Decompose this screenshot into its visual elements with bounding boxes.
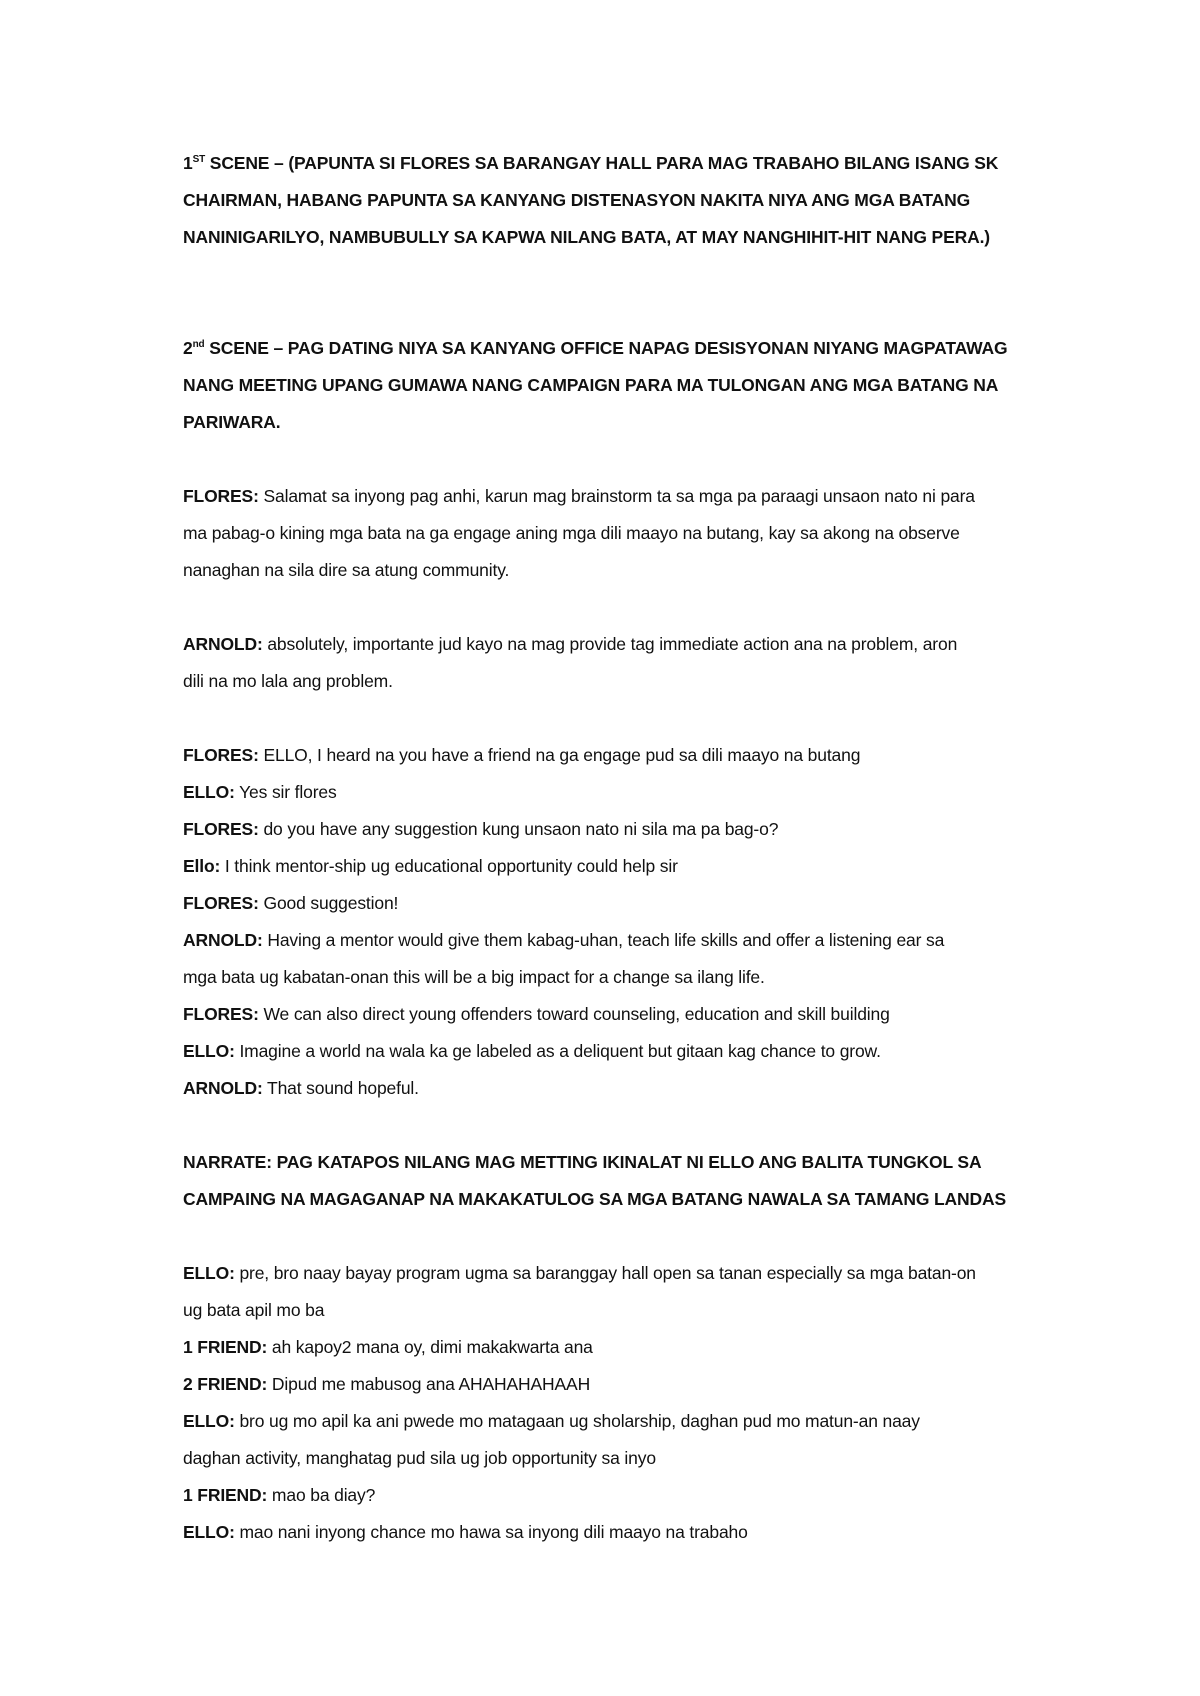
scene-1-heading bbox=[183, 145, 1023, 182]
dialogue-line-friend-1 bbox=[183, 1477, 1023, 1514]
dialogue-text: bro ug mo apil ka ani pwede mo matagaan ug sholarship, daghan pud mo matun-an naay bbox=[234, 1411, 920, 1431]
narration-line: NARRATE: PAG KATAPOS NILANG MAG METTING IKINALAT NI ELLO ANG BALITA TUNGKOL SA bbox=[183, 1152, 982, 1172]
speaker-label: FLORES: bbox=[183, 819, 259, 839]
narration-line: CAMPAING NA MAGAGANAP NA MAKAKATULOG SA MGA BATANG NAWALA SA TAMANG LANDAS bbox=[183, 1189, 1007, 1209]
scene-1-text: SCENE – (PAPUNTA SI FLORES SA BARANGAY HALL PARA MAG TRABAHO BILANG ISANG SK bbox=[205, 153, 999, 173]
dialogue-text: do you have any suggestion kung unsaon nato ni sila ma pa bag-o? bbox=[258, 819, 779, 839]
speaker-label: FLORES: bbox=[183, 893, 259, 913]
scene-1-line: NANINIGARILYO, NAMBUBULLY SA KAPWA NILANG BATA, AT MAY NANGHIHIT-HIT NANG PERA.) bbox=[183, 227, 990, 247]
dialogue-text: I think mentor-ship ug educational opportunity could help sir bbox=[220, 856, 678, 876]
scene-1-number: 1 bbox=[183, 153, 193, 173]
dialogue-line-ello bbox=[183, 848, 1023, 885]
script-body bbox=[183, 145, 1023, 1551]
dialogue-line-arnold bbox=[183, 922, 1023, 959]
dialogue-line-continued: ug bata apil mo ba bbox=[183, 1300, 325, 1320]
dialogue-text: pre, bro naay bayay program ugma sa baranggay hall open sa tanan especially sa mga batan-on bbox=[234, 1263, 976, 1283]
scene-2-ordinal: nd bbox=[192, 339, 205, 351]
dialogue-line-flores bbox=[183, 885, 1023, 922]
speaker-label: ELLO: bbox=[183, 782, 235, 802]
dialogue-line-friend-1 bbox=[183, 1329, 1023, 1366]
dialogue-text: absolutely, importante jud kayo na mag provide tag immediate action ana na problem, aron bbox=[262, 634, 958, 654]
spacer bbox=[183, 1107, 1023, 1144]
scene-2-line: PARIWARA. bbox=[183, 412, 281, 432]
speaker-label: ELLO: bbox=[183, 1041, 235, 1061]
dialogue-text: Yes sir flores bbox=[234, 782, 337, 802]
speaker-label: 1 FRIEND: bbox=[183, 1337, 268, 1357]
dialogue-line-continued: dili na mo lala ang problem. bbox=[183, 671, 393, 691]
scene-2-text: SCENE – PAG DATING NIYA SA KANYANG OFFICE NAPAG DESISYONAN NIYANG MAGPATAWAG bbox=[204, 338, 1008, 358]
dialogue-line-continued: nanaghan na sila dire sa atung community. bbox=[183, 560, 510, 580]
speaker-label: Ello: bbox=[183, 856, 221, 876]
speaker-label: ELLO: bbox=[183, 1263, 235, 1283]
speaker-label: FLORES: bbox=[183, 745, 259, 765]
dialogue-text: We can also direct young offenders toward counseling, education and skill building bbox=[258, 1004, 890, 1024]
spacer bbox=[183, 441, 1023, 478]
spacer bbox=[183, 589, 1023, 626]
dialogue-text: mao ba diay? bbox=[267, 1485, 376, 1505]
spacer bbox=[183, 1218, 1023, 1255]
scene-2-line: NANG MEETING UPANG GUMAWA NANG CAMPAIGN PARA MA TULONGAN ANG MGA BATANG NA bbox=[183, 375, 999, 395]
speaker-label: ARNOLD: bbox=[183, 1078, 263, 1098]
dialogue-text: Good suggestion! bbox=[258, 893, 399, 913]
dialogue-text: Having a mentor would give them kabag-uhan, teach life skills and offer a listening ear sa bbox=[262, 930, 945, 950]
scene-2-heading bbox=[183, 330, 1023, 367]
dialogue-line-continued: ma pabag-o kining mga bata na ga engage aning mga dili maayo na butang, kay sa akong na observe bbox=[183, 523, 960, 543]
dialogue-text: ELLO, I heard na you have a friend na ga engage pud sa dili maayo na butang bbox=[258, 745, 861, 765]
speaker-label: 1 FRIEND: bbox=[183, 1485, 268, 1505]
dialogue-text: mao nani inyong chance mo hawa sa inyong dili maayo na trabaho bbox=[234, 1522, 748, 1542]
dialogue-text: Imagine a world na wala ka ge labeled as a deliquent but gitaan kag chance to grow. bbox=[234, 1041, 881, 1061]
spacer bbox=[183, 256, 1023, 330]
speaker-label: ELLO: bbox=[183, 1411, 235, 1431]
dialogue-text: Dipud me mabusog ana AHAHAHAHAAH bbox=[267, 1374, 591, 1394]
dialogue-text: That sound hopeful. bbox=[262, 1078, 419, 1098]
dialogue-line-ello bbox=[183, 774, 1023, 811]
speaker-label: 2 FRIEND: bbox=[183, 1374, 268, 1394]
dialogue-text: Salamat sa inyong pag anhi, karun mag brainstorm ta sa mga pa paraagi unsaon nato ni para bbox=[258, 486, 975, 506]
speaker-label: ARNOLD: bbox=[183, 930, 263, 950]
spacer bbox=[183, 700, 1023, 737]
dialogue-line-ello bbox=[183, 1514, 1023, 1551]
dialogue-line-friend-2 bbox=[183, 1366, 1023, 1403]
dialogue-line-arnold bbox=[183, 626, 1023, 663]
speaker-label: ARNOLD: bbox=[183, 634, 263, 654]
dialogue-line-ello bbox=[183, 1255, 1023, 1292]
dialogue-line-ello bbox=[183, 1403, 1023, 1440]
dialogue-line-flores bbox=[183, 996, 1023, 1033]
scene-2-number: 2 bbox=[183, 338, 193, 358]
dialogue-line-arnold bbox=[183, 1070, 1023, 1107]
speaker-label: ELLO: bbox=[183, 1522, 235, 1542]
dialogue-line-flores bbox=[183, 478, 1023, 515]
dialogue-line-flores bbox=[183, 737, 1023, 774]
dialogue-line-flores bbox=[183, 811, 1023, 848]
dialogue-line-continued: daghan activity, manghatag pud sila ug job opportunity sa inyo bbox=[183, 1448, 656, 1468]
dialogue-text: ah kapoy2 mana oy, dimi makakwarta ana bbox=[267, 1337, 593, 1357]
scene-1-ordinal: ST bbox=[192, 154, 206, 166]
dialogue-line-ello bbox=[183, 1033, 1023, 1070]
dialogue-line-continued: mga bata ug kabatan-onan this will be a big impact for a change sa ilang life. bbox=[183, 967, 765, 987]
speaker-label: FLORES: bbox=[183, 486, 259, 506]
speaker-label: FLORES: bbox=[183, 1004, 259, 1024]
scene-1-line: CHAIRMAN, HABANG PAPUNTA SA KANYANG DISTENASYON NAKITA NIYA ANG MGA BATANG bbox=[183, 190, 971, 210]
